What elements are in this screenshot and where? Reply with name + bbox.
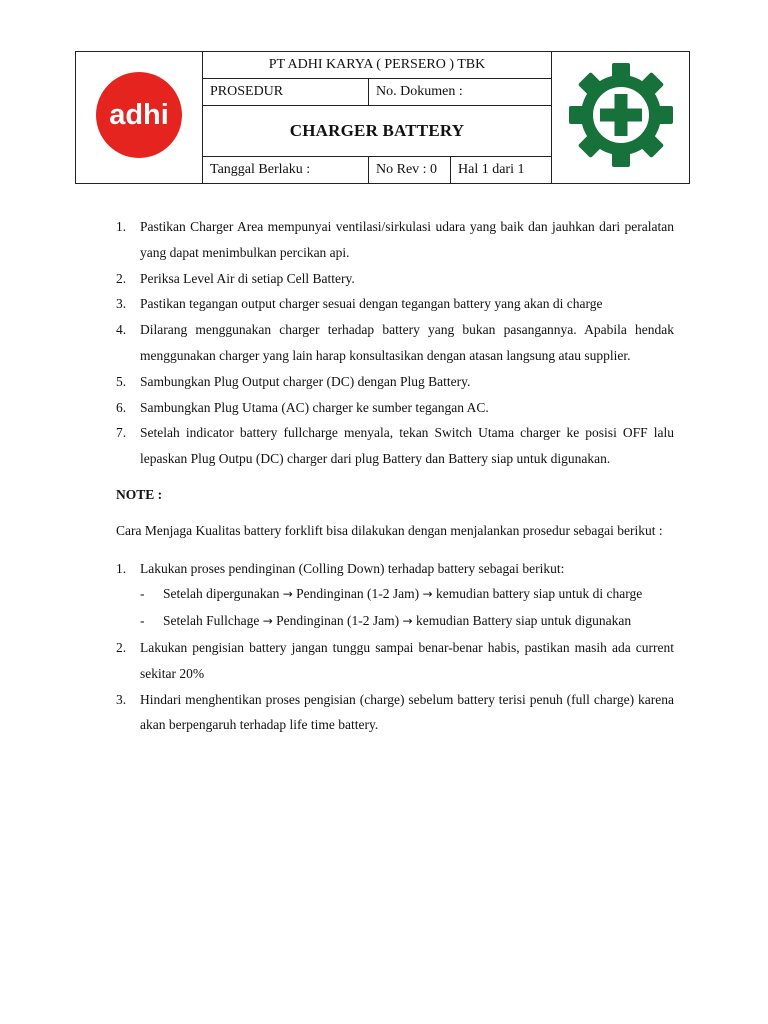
company-logo-cell: [76, 52, 203, 184]
svg-text:adhi: adhi: [109, 99, 169, 131]
step-number: 6.: [116, 399, 127, 415]
arrow-right-icon: →: [402, 614, 413, 629]
item-number: 1.: [116, 560, 127, 576]
step-text: Sambungkan Plug Output charger (DC) dengan Plug Battery.: [140, 373, 471, 389]
step-number: 1.: [116, 219, 127, 234]
sub-item-step-c: kemudian battery siap untuk di charge: [435, 586, 643, 602]
item-text: Lakukan proses pendinginan (Colling Down) terhadap battery sebagai berikut:: [140, 560, 565, 576]
step-number: 4.: [116, 322, 127, 338]
step-text: Setelah indicator battery fullcharge menyala, tekan Switch Utama charger ke posisi OFF lalu lepaskan Plug Outpu (DC) charger dari plug Battery dan Battery siap untuk digunakan.: [140, 425, 674, 467]
item-text: Hindari menghentikan proses pengisian (charge) sebelum battery terisi penuh (full charge) karena akan berpengaruh terhadap life time battery.: [140, 691, 674, 733]
note-label: NOTE :: [116, 486, 163, 502]
procedure-step: [116, 291, 674, 317]
procedure-step: [116, 420, 674, 472]
battery-care-item: [116, 635, 674, 687]
battery-care-item: [116, 556, 674, 635]
document-number-label: No. Dokumen :: [369, 79, 552, 106]
company-name: PT ADHI KARYA ( PERSERO ) TBK: [203, 52, 552, 79]
dash-bullet: -: [140, 586, 145, 602]
step-text: Periksa Level Air di setiap Cell Battery.: [140, 270, 355, 286]
procedure-step: [116, 266, 674, 292]
procedure-steps-list: [116, 214, 674, 472]
item-number: 2.: [116, 639, 127, 655]
note-intro: Cara Menjaga Kualitas battery forklift bisa dilakukan dengan menjalankan prosedur sebagai berikut :: [116, 522, 663, 538]
step-number: 3.: [116, 296, 127, 312]
step-number: 7.: [116, 425, 127, 441]
procedure-step: [116, 317, 674, 369]
sub-item: [140, 581, 674, 608]
adhi-logo: [89, 65, 189, 165]
effective-date-label: Tanggal Berlaku :: [203, 157, 369, 184]
sub-item-step-b: Pendinginan (1-2 Jam): [296, 586, 420, 602]
page-title: CHARGER BATTERY: [203, 106, 552, 157]
sub-item-step-a: Setelah Fullchage: [163, 613, 260, 629]
sub-item-step-c: kemudian Battery siap untuk digunakan: [415, 613, 632, 629]
procedure-label: PROSEDUR: [203, 79, 369, 106]
sub-item-step-b: Pendinginan (1-2 Jam): [276, 613, 400, 629]
procedure-step: [116, 214, 674, 266]
step-text: Pastikan Charger Area mempunyai ventilasi/sirkulasi udara yang baik dan jauhkan dari peralatan yang dapat menimbulkan percikan api.: [140, 219, 674, 260]
sub-item: [140, 608, 674, 635]
item-number: 3.: [116, 691, 127, 707]
step-number: 2.: [116, 270, 127, 286]
safety-gear-cross-icon: [566, 60, 676, 170]
cooling-down-sublist: [140, 581, 674, 635]
document-header-table: [75, 51, 690, 184]
battery-care-list: [116, 556, 674, 739]
sub-item-step-a: Setelah dipergunakan: [163, 586, 280, 602]
step-text: Pastikan tegangan output charger sesuai dengan tegangan battery yang akan di charge: [140, 296, 603, 312]
step-text: Dilarang menggunakan charger terhadap battery yang bukan pasangannya. Apabila hendak menggunakan charger yang lain harap konsultasikan dengan atasan langsung atau supplier.: [140, 322, 674, 363]
arrow-right-icon: →: [262, 614, 273, 629]
arrow-right-icon: →: [422, 587, 433, 602]
revision-number: No Rev : 0: [369, 157, 451, 184]
page-number: Hal 1 dari 1: [451, 157, 552, 184]
procedure-step: [116, 369, 674, 395]
procedure-content: [116, 214, 674, 738]
dash-bullet: -: [140, 613, 145, 629]
procedure-step: [116, 395, 674, 421]
arrow-right-icon: →: [282, 587, 293, 602]
step-number: 5.: [116, 373, 127, 389]
step-text: Sambungkan Plug Utama (AC) charger ke sumber tegangan AC.: [140, 399, 489, 415]
battery-care-item: [116, 687, 674, 739]
safety-icon-cell: [552, 52, 690, 184]
item-text: Lakukan pengisian battery jangan tunggu sampai benar-benar habis, pastikan masih ada current sekitar 20%: [140, 639, 674, 681]
